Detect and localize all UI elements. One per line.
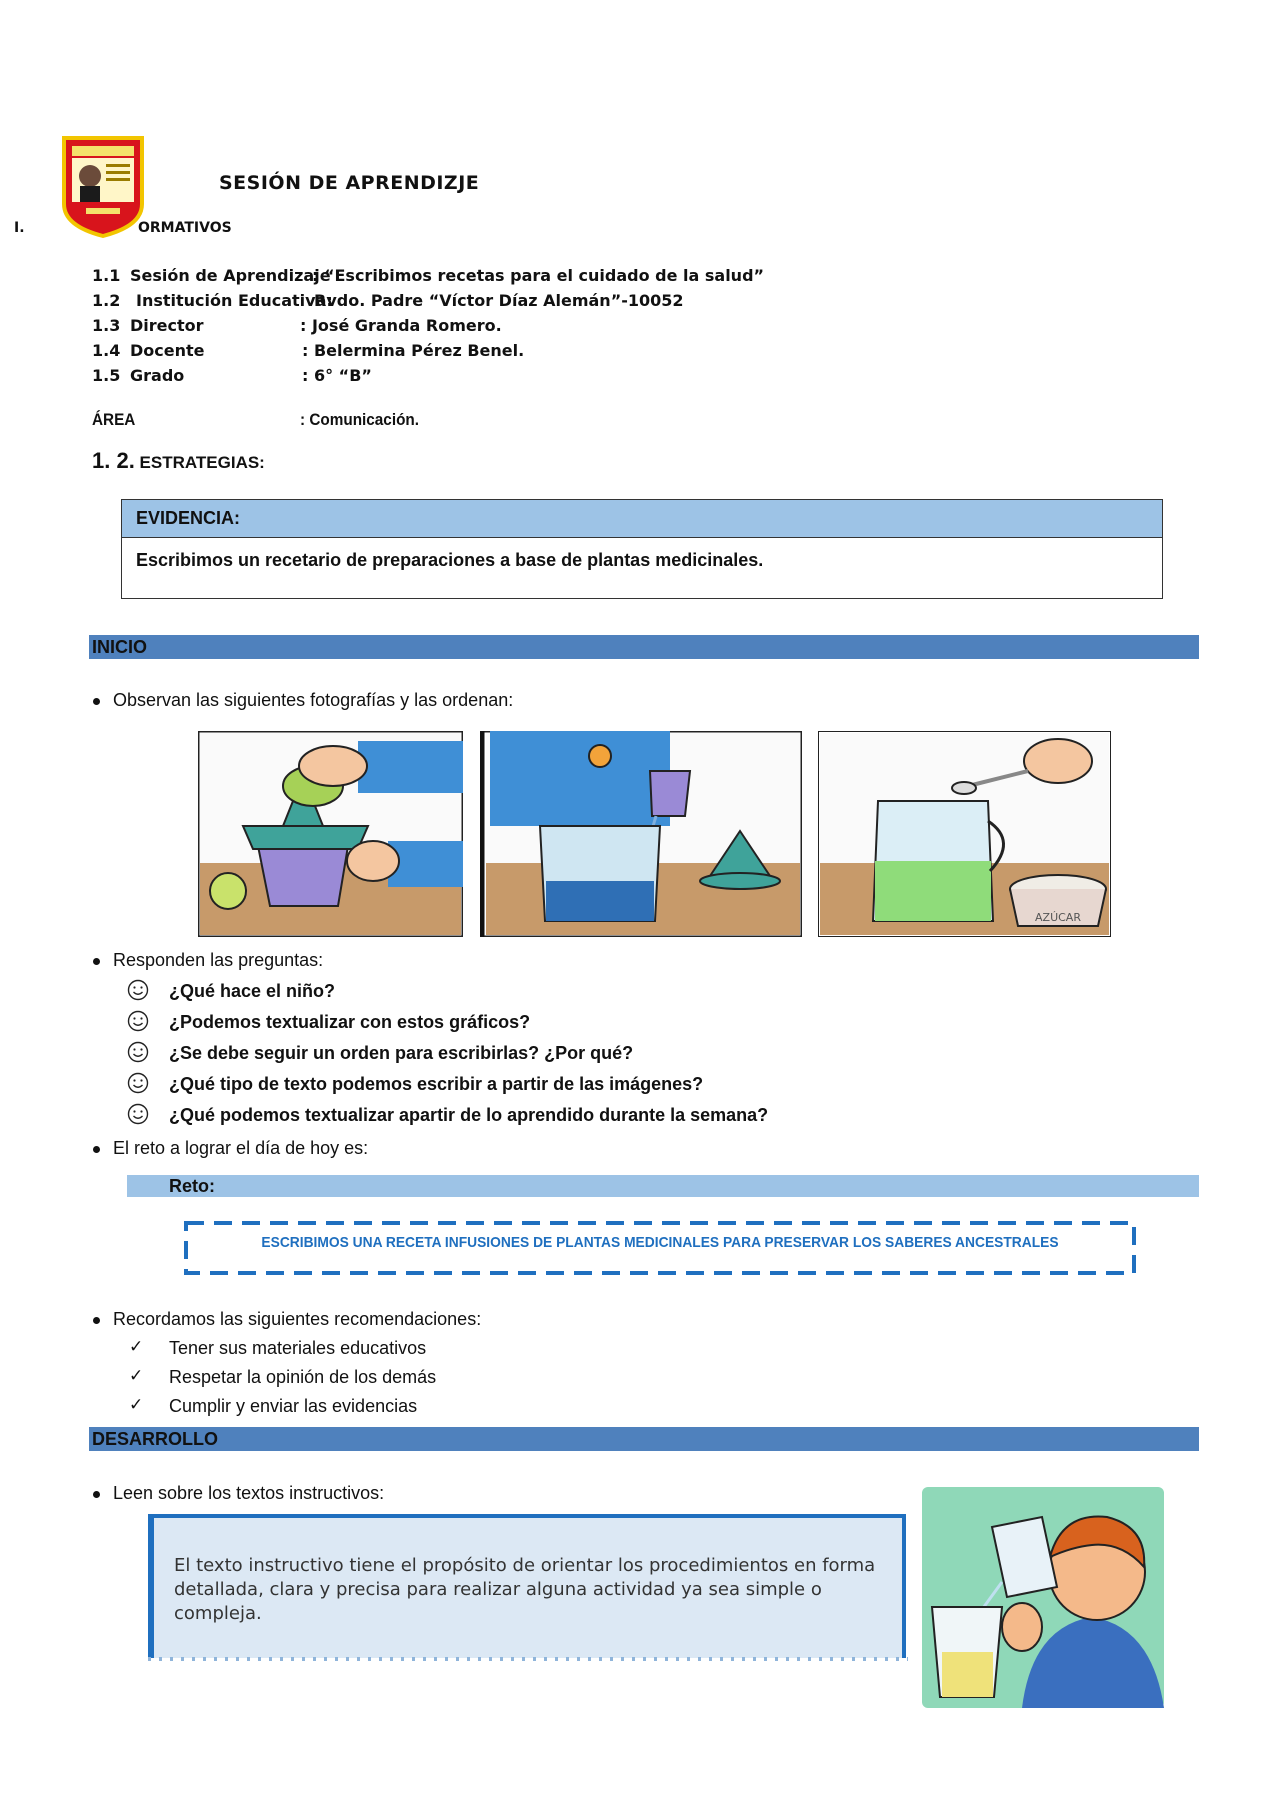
question-text: ¿Se debe seguir un orden para escribirlas? ¿Por qué? [169,1043,634,1063]
recommendation-text: Tener sus materiales educativos [169,1338,427,1358]
evidencia-heading: EVIDENCIA: [122,500,1162,538]
definition-box [148,1514,906,1658]
school-logo [60,134,146,238]
adding-sugar-illustration [818,731,1111,937]
info-number: 1.1 [92,266,121,285]
info-value: : Belermina Pérez Benel. [302,341,525,360]
question-item [169,1043,633,1064]
reto-intro: El reto a lograr el día de hoy es: [113,1138,369,1158]
sugar-label: AZÚCAR [1035,911,1081,924]
info-value: : José Granda Romero. [300,316,502,335]
info-number: 1.3 [92,316,121,335]
reto-bar: Reto: [127,1175,1199,1197]
info-label: Institución Educativa: [136,291,333,310]
info-number: 1.2 [92,291,121,310]
question-text: ¿Qué podemos textualizar apartir de lo aprendido durante la semana? [169,1105,769,1125]
question-text: ¿Qué hace el niño? [169,981,336,1001]
page-title: SESIÓN DE APRENDIZJE [219,172,480,194]
checkmark-icon: ✓ [129,1337,144,1356]
estrategias-heading [92,448,265,474]
lemon-squeezer-illustration [198,731,463,937]
definition-box-hatch [148,1656,908,1662]
info-label: Grado [130,366,185,385]
checkmark-icon: ✓ [129,1395,144,1414]
section-title: ORMATIVOS [138,220,232,236]
responden-text: Responden las preguntas: [113,950,324,970]
smiley-icon [127,1103,149,1125]
area-value: : Comunicación. [300,410,420,429]
smiley-icon [127,979,149,1001]
checkmark-icon: ✓ [129,1366,144,1385]
recommendation-text: Respetar la opinión de los demás [169,1367,437,1387]
question-item [169,1012,530,1033]
info-value: : 6° “B” [302,366,372,385]
definition-text: El texto instructivo tiene el propósito de orientar los procedimientos en forma detallada, clara y precisa para realizar alguna actividad ya sea simple o compleja. [174,1555,876,1624]
question-item [169,1074,703,1095]
recommendation-item [129,1366,437,1388]
recommendation-text: Cumplir y enviar las evidencias [169,1396,418,1416]
evidencia-text: Escribimos un recetario de preparaciones a base de plantas medicinales. [136,550,764,570]
reto-text: ESCRIBIMOS UNA RECETA INFUSIONES DE PLANTAS MEDICINALES PARA PRESERVAR LOS SABERES ANCESTRALES [261,1234,1059,1251]
smiley-icon [127,1041,149,1063]
info-label: Sesión de Aprendizaje [130,266,331,285]
info-value: : “Escribimos recetas para el cuidado de la salud” [312,266,765,285]
evidencia-box [121,499,1163,599]
info-number: 1.5 [92,366,121,385]
info-value: Rvdo. Padre “Víctor Díaz Alemán”-10052 [314,291,684,310]
leen-text: Leen sobre los textos instructivos: [113,1483,385,1503]
question-text: ¿Podemos textualizar con estos gráficos? [169,1012,531,1032]
smiley-icon [127,1010,149,1032]
observan-text: Observan las siguientes fotografías y las ordenan: [113,690,514,710]
desarrollo-bar: DESARROLLO [89,1427,1199,1451]
recommendation-item [129,1337,427,1359]
recommendation-item [129,1395,418,1417]
info-label: Director [130,316,204,335]
estrategias-label: ESTRATEGIAS: [139,453,265,472]
section-number: I. [14,220,25,236]
question-item [169,981,335,1002]
recomendaciones-intro: Recordamos las siguientes recomendaciones: [113,1309,482,1329]
smiley-icon [127,1072,149,1094]
question-item [169,1105,768,1126]
info-label: Docente [130,341,205,360]
estrategias-number: 1. 2. [92,448,135,473]
boy-drinking-illustration [922,1487,1164,1708]
question-text: ¿Qué tipo de texto podemos escribir a partir de las imágenes? [169,1074,704,1094]
info-number: 1.4 [92,341,121,360]
pouring-juice-illustration [480,731,802,937]
inicio-bar: INICIO [89,635,1199,659]
area-label: ÁREA [92,410,136,429]
